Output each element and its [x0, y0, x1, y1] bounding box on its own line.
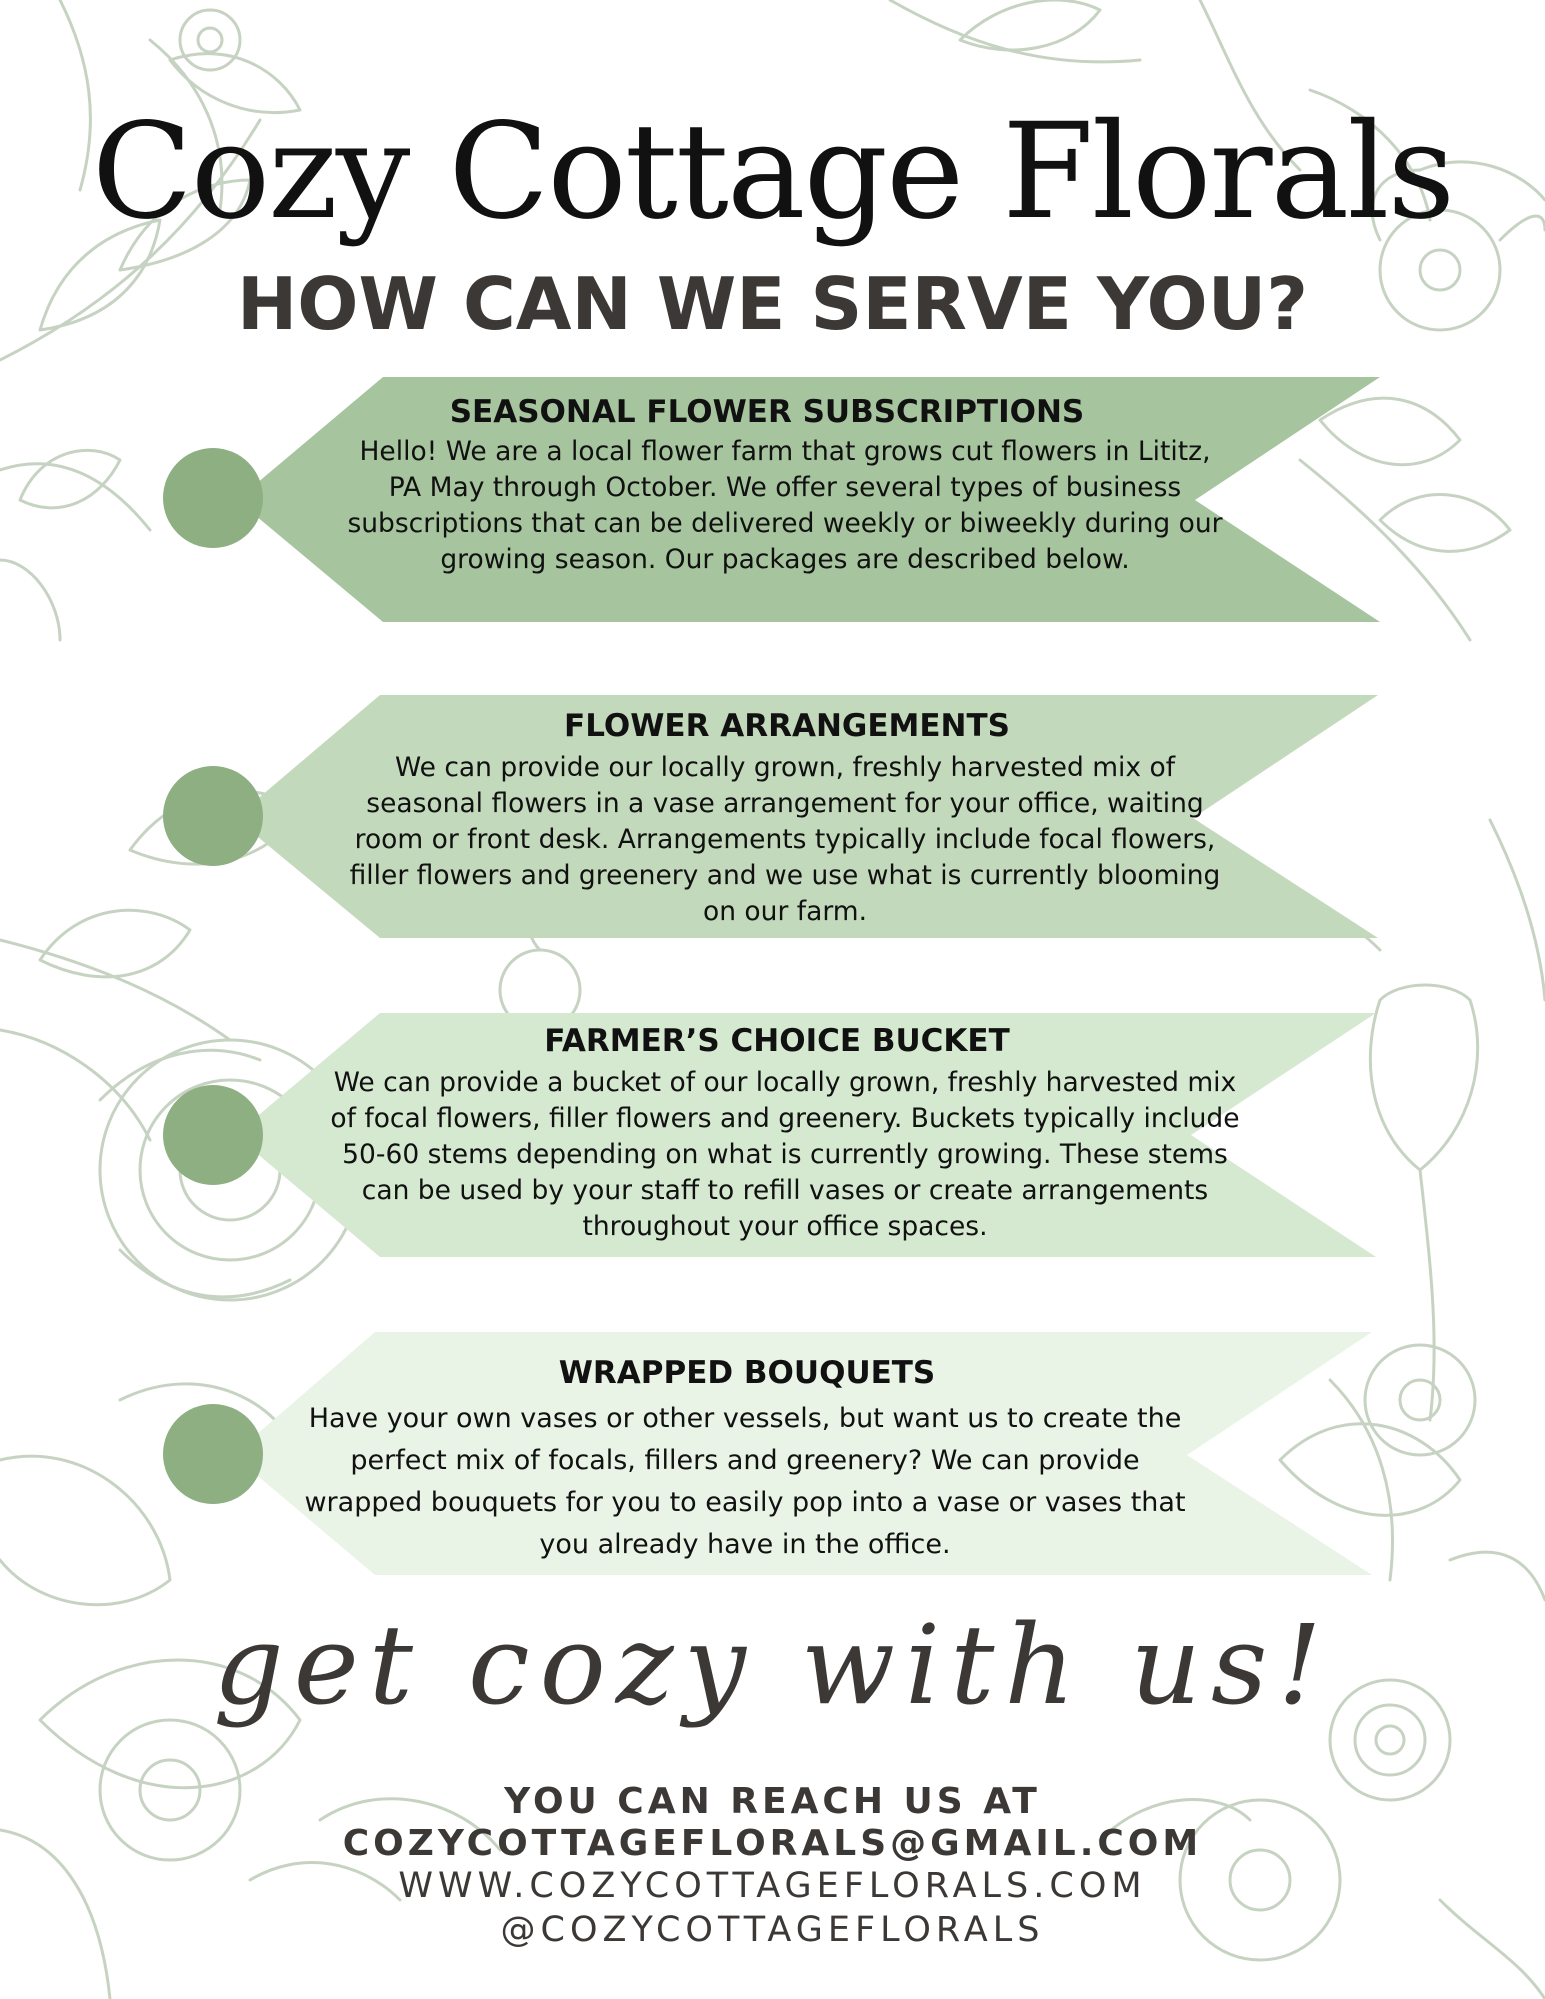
contact-social-handle[interactable]: @COZYCOTTAGEFLORALS [500, 1910, 1045, 1950]
contact-email-link[interactable]: COZYCOTTAGEFLORALS@GMAIL.COM [342, 1823, 1203, 1864]
service-heading-farmers-choice-bucket: FARMER’S CHOICE BUCKET [544, 1023, 1010, 1059]
service-bullet-1 [163, 448, 263, 548]
service-heading-wrapped-bouquets: WRAPPED BOUQUETS [558, 1355, 936, 1391]
service-bullet-4 [163, 1404, 263, 1504]
service-body-farmers-choice-bucket: We can provide a bucket of our locally grown, freshly harvested mix of focal flowers, filler flowers and greenery. Buckets typically include 50-60 stems depending on what is currently growing. These stems can be used by your staff to refill vases or create arrangements throughout your office spaces. [330, 1067, 1240, 1242]
service-bullet-2 [163, 766, 263, 866]
service-heading-flower-arrangements: FLOWER ARRANGEMENTS [564, 708, 1010, 744]
page-headline: HOW CAN WE SERVE YOU? [237, 262, 1308, 346]
contact-website-link[interactable]: WWW.COZYCOTTAGEFLORALS.COM [398, 1866, 1147, 1906]
service-bullet-3 [163, 1085, 263, 1185]
service-body-wrapped-bouquets: Have your own vases or other vessels, but want us to create the perfect mix of focals, fillers and greenery? We can provide wrapped bouquets for you to easily pop into a vase or vases that you already have in the office. [304, 1403, 1186, 1560]
service-body-seasonal-subscriptions: Hello! We are a local flower farm that grows cut flowers in Lititz, PA May through October. We offer several types of business subscriptions that can be delivered weekly or biweekly during our growing season. Our packages are described below. [347, 436, 1223, 575]
service-heading-seasonal-subscriptions: SEASONAL FLOWER SUBSCRIPTIONS [449, 394, 1085, 430]
contact-lead: YOU CAN REACH US AT [504, 1781, 1041, 1822]
brand-title: Cozy Cottage Florals [91, 95, 1454, 249]
tagline: get cozy with us! [213, 1601, 1332, 1729]
service-body-flower-arrangements: We can provide our locally grown, freshly harvested mix of seasonal flowers in a vase arrangement for your office, waiting room or front desk. Arrangements typically include focal flowers, filler flowers and greenery and we use what is currently blooming on our farm. [349, 752, 1221, 927]
